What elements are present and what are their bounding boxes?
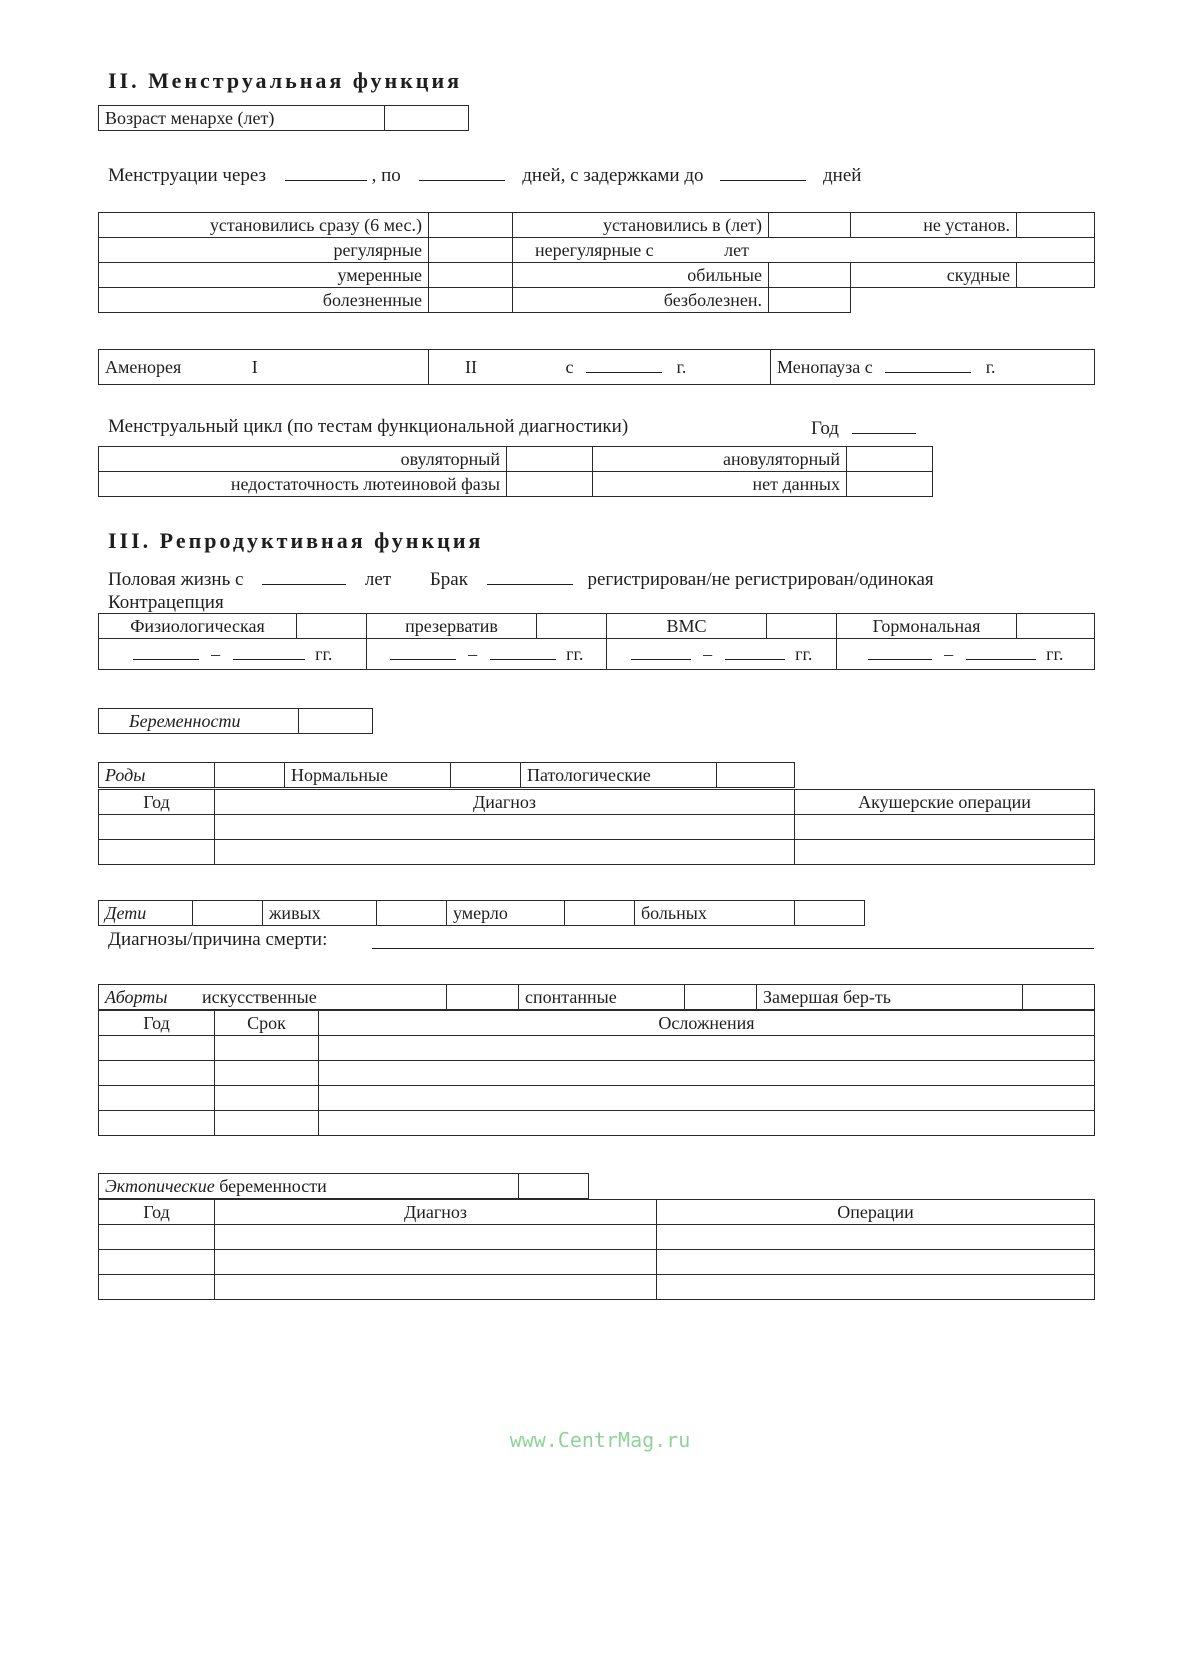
pregnancies-label: Беременности xyxy=(99,709,299,734)
cycle-year-label: Год xyxy=(811,418,839,439)
births-normal-cell[interactable] xyxy=(451,763,521,788)
anovulatory-label: ановуляторный xyxy=(593,447,847,472)
sex-life-text-2: лет xyxy=(364,569,392,590)
amenorrhea-type-1: I xyxy=(251,357,258,377)
years-to-blank[interactable] xyxy=(490,645,556,660)
years-from-blank[interactable] xyxy=(390,645,456,660)
ectopic-year-header: Год xyxy=(99,1200,215,1225)
children-sick-label: больных xyxy=(635,901,795,926)
irregular-cell[interactable] xyxy=(513,238,1095,263)
births-header-table xyxy=(98,762,795,788)
ectopic-header-table xyxy=(98,1173,589,1199)
menses-text-3: дней, с задержками до xyxy=(522,165,704,186)
regular-label: регулярные xyxy=(99,238,429,263)
births-year-cell[interactable] xyxy=(99,815,215,840)
ovulatory-label: овуляторный xyxy=(99,447,507,472)
marriage-status: регистрирован/не регистрирован/одинокая xyxy=(587,569,934,590)
abortion-term-cell[interactable] xyxy=(215,1086,319,1111)
abortions-table xyxy=(98,1010,1095,1136)
contraception-years-3[interactable] xyxy=(607,639,837,670)
abortion-complications-cell[interactable] xyxy=(319,1036,1095,1061)
pregnancies-table xyxy=(98,708,373,734)
amenorrhea-table xyxy=(98,349,1095,385)
death-cause-blank[interactable] xyxy=(372,948,1094,949)
no-data-cell[interactable] xyxy=(847,472,933,497)
ectopic-operations-cell[interactable] xyxy=(657,1225,1095,1250)
years-suffix: гг. xyxy=(795,644,813,664)
menses-interval-blank[interactable] xyxy=(285,164,367,181)
children-alive-label: живых xyxy=(263,901,377,926)
scanty-label: скудные xyxy=(851,263,1017,288)
contraception-table xyxy=(98,613,1095,670)
contraception-condom: презерватив xyxy=(367,614,537,639)
contraception-condom-cell[interactable] xyxy=(537,614,607,639)
menarche-label: Возраст менархе (лет) xyxy=(99,106,385,131)
not-established-label: не установ. xyxy=(851,213,1017,238)
years-to-blank[interactable] xyxy=(725,645,785,660)
ectopic-year-cell[interactable] xyxy=(99,1225,215,1250)
abortions-induced-label: искусственные xyxy=(202,987,317,1007)
ectopic-year-cell[interactable] xyxy=(99,1250,215,1275)
painful-cell[interactable] xyxy=(429,288,513,313)
ectopic-diagnosis-cell[interactable] xyxy=(215,1275,657,1300)
table-row xyxy=(99,840,1095,865)
ectopic-diagnosis-cell[interactable] xyxy=(215,1225,657,1250)
table-row xyxy=(99,1111,1095,1136)
amenorrhea-label: Аменорея xyxy=(105,357,182,377)
not-established-cell[interactable] xyxy=(1017,213,1095,238)
table-row xyxy=(99,815,1095,840)
contraception-iud: ВМС xyxy=(607,614,767,639)
ectopic-label-italic: Эктопические xyxy=(105,1176,215,1196)
menses-line xyxy=(108,164,861,185)
moderate-cell[interactable] xyxy=(429,263,513,288)
abortion-complications-cell[interactable] xyxy=(319,1111,1095,1136)
years-dash: – xyxy=(944,644,954,664)
amenorrhea-2-cell[interactable] xyxy=(429,350,771,385)
menses-characteristics-table xyxy=(98,212,1095,313)
years-suffix: гг. xyxy=(566,644,584,664)
watermark-link[interactable]: www.CentrMag.ru xyxy=(509,1428,691,1452)
menses-duration-blank[interactable] xyxy=(419,164,505,181)
abortions-spontaneous-cell[interactable] xyxy=(685,985,757,1010)
amenorrhea-year-blank[interactable] xyxy=(586,358,662,373)
children-sick-cell[interactable] xyxy=(795,901,865,926)
abortions-complications-header: Осложнения xyxy=(319,1011,1095,1036)
contraception-years-1[interactable] xyxy=(99,639,367,670)
abortions-term-header: Срок xyxy=(215,1011,319,1036)
heavy-label: обильные xyxy=(513,263,769,288)
years-to-blank[interactable] xyxy=(966,645,1036,660)
section-3-title: III. Репродуктивная функция xyxy=(108,528,484,553)
births-diagnosis-cell[interactable] xyxy=(215,840,795,865)
ectopic-operations-header: Операции xyxy=(657,1200,1095,1225)
abortions-label: Аборты xyxy=(105,987,168,1007)
contraception-hormonal: Гормональная xyxy=(837,614,1017,639)
ectopic-operations-cell[interactable] xyxy=(657,1275,1095,1300)
children-table xyxy=(98,900,865,926)
contraception-label: Контрацепция xyxy=(108,592,224,613)
years-suffix: гг. xyxy=(315,644,333,664)
menopause-year-suffix: г. xyxy=(985,357,996,377)
amenorrhea-since: с xyxy=(565,357,574,377)
contraception-physiological-cell[interactable] xyxy=(297,614,367,639)
children-label: Дети xyxy=(99,901,193,926)
ectopic-year-cell[interactable] xyxy=(99,1275,215,1300)
births-operations-header: Акушерские операции xyxy=(795,790,1095,815)
amenorrhea-year-suffix: г. xyxy=(676,357,687,377)
years-from-blank[interactable] xyxy=(133,645,199,660)
menstrual-cycle-label: Менструальный цикл (по тестам функциональной диагностики) xyxy=(108,416,629,437)
section-2-title: II. Менструальная функция xyxy=(108,68,463,93)
anovulatory-cell[interactable] xyxy=(847,447,933,472)
births-year-header: Год xyxy=(99,790,215,815)
death-cause-label: Диагнозы/причина смерти: xyxy=(108,929,328,950)
children-alive-cell[interactable] xyxy=(377,901,447,926)
abortion-term-cell[interactable] xyxy=(215,1111,319,1136)
menses-text-1: Менструации через xyxy=(108,165,267,186)
table-row xyxy=(99,1061,1095,1086)
abortion-term-cell[interactable] xyxy=(215,1036,319,1061)
menses-text-4: дней xyxy=(823,165,862,186)
abortion-year-cell[interactable] xyxy=(99,1086,215,1111)
ectopic-count-cell[interactable] xyxy=(519,1174,589,1199)
established-in-cell[interactable] xyxy=(769,213,851,238)
years-dash: – xyxy=(468,644,478,664)
menopause-cell[interactable] xyxy=(771,350,1095,385)
table-row xyxy=(99,1036,1095,1061)
menarche-table xyxy=(98,105,469,131)
moderate-label: умеренные xyxy=(99,263,429,288)
ectopic-operations-cell[interactable] xyxy=(657,1250,1095,1275)
amenorrhea-type-2: II xyxy=(465,357,477,377)
menarche-value-cell[interactable] xyxy=(385,106,469,131)
ectopic-table xyxy=(98,1199,1095,1300)
menses-text-2: , по xyxy=(371,165,401,186)
births-diagnosis-cell[interactable] xyxy=(215,815,795,840)
painful-label: болезненные xyxy=(99,288,429,313)
children-died-label: умерло xyxy=(447,901,565,926)
years-from-blank[interactable] xyxy=(868,645,932,660)
cycle-type-table xyxy=(98,446,933,497)
births-operations-cell[interactable] xyxy=(795,815,1095,840)
abortion-year-cell[interactable] xyxy=(99,1061,215,1086)
marriage-blank[interactable] xyxy=(487,568,573,585)
abortions-induced-cell[interactable] xyxy=(447,985,519,1010)
no-data-label: нет данных xyxy=(593,472,847,497)
painless-cell[interactable] xyxy=(769,288,851,313)
years-suffix: гг. xyxy=(1046,644,1064,664)
years-dash: – xyxy=(703,644,713,664)
sex-life-text-1: Половая жизнь с xyxy=(108,569,244,590)
menopause-year-blank[interactable] xyxy=(885,358,971,373)
menstrual-cycle-line xyxy=(108,417,628,436)
heavy-cell[interactable] xyxy=(769,263,851,288)
births-diagnosis-header: Диагноз xyxy=(215,790,795,815)
ectopic-diagnosis-header: Диагноз xyxy=(215,1200,657,1225)
contraception-hormonal-cell[interactable] xyxy=(1017,614,1095,639)
established-in-label: установились в (лет) xyxy=(513,213,769,238)
ectopic-label-rest: беременности xyxy=(214,1176,327,1196)
births-operations-cell[interactable] xyxy=(795,840,1095,865)
cycle-year-blank[interactable] xyxy=(852,417,916,434)
years-dash: – xyxy=(211,644,221,664)
painless-label: безболезнен. xyxy=(513,288,769,313)
menstrual-cycle-year xyxy=(811,417,916,438)
amenorrhea-1-cell[interactable] xyxy=(99,350,429,385)
contraception-physiological: Физиологическая xyxy=(99,614,297,639)
menses-delay-blank[interactable] xyxy=(720,164,806,181)
abortions-year-header: Год xyxy=(99,1011,215,1036)
ectopic-diagnosis-cell[interactable] xyxy=(215,1250,657,1275)
ectopic-label-cell xyxy=(99,1174,519,1199)
births-pathological-label: Патологические xyxy=(521,763,717,788)
abortion-complications-cell[interactable] xyxy=(319,1061,1095,1086)
contraception-years-4[interactable] xyxy=(837,639,1095,670)
abortions-spontaneous-label: спонтанные xyxy=(519,985,685,1010)
births-pathological-cell[interactable] xyxy=(717,763,795,788)
children-died-cell[interactable] xyxy=(565,901,635,926)
table-row xyxy=(99,1225,1095,1250)
births-total-cell[interactable] xyxy=(215,763,285,788)
abortions-missed-cell[interactable] xyxy=(1023,985,1095,1010)
abortion-complications-cell[interactable] xyxy=(319,1086,1095,1111)
abortions-label-cell xyxy=(99,985,447,1010)
children-total-cell[interactable] xyxy=(193,901,263,926)
births-label: Роды xyxy=(99,763,215,788)
scanty-cell[interactable] xyxy=(1017,263,1095,288)
menopause-label: Менопауза с xyxy=(777,357,873,377)
pregnancies-cell[interactable] xyxy=(299,709,373,734)
irregular-label: нерегулярные с xyxy=(535,240,654,260)
established-at-once-label: установились сразу (6 мес.) xyxy=(99,213,429,238)
regular-cell[interactable] xyxy=(429,238,513,263)
births-normal-label: Нормальные xyxy=(285,763,451,788)
luteal-insufficiency-label: недостаточность лютеиновой фазы xyxy=(99,472,507,497)
sex-life-age-blank[interactable] xyxy=(262,568,346,585)
ovulatory-cell[interactable] xyxy=(507,447,593,472)
marriage-label: Брак xyxy=(429,569,468,590)
abortions-missed-label: Замершая бер-ть xyxy=(757,985,1023,1010)
abortions-header-table xyxy=(98,984,1095,1010)
sex-life-line xyxy=(108,568,934,589)
abortion-year-cell[interactable] xyxy=(99,1036,215,1061)
established-at-once-cell[interactable] xyxy=(429,213,513,238)
births-year-cell[interactable] xyxy=(99,840,215,865)
abortion-term-cell[interactable] xyxy=(215,1061,319,1086)
table-row xyxy=(99,1086,1095,1111)
table-row xyxy=(99,1275,1095,1300)
years-to-blank[interactable] xyxy=(233,645,305,660)
contraception-iud-cell[interactable] xyxy=(767,614,837,639)
luteal-insufficiency-cell[interactable] xyxy=(507,472,593,497)
births-table xyxy=(98,789,1095,865)
abortion-year-cell[interactable] xyxy=(99,1111,215,1136)
contraception-years-2[interactable] xyxy=(367,639,607,670)
years-from-blank[interactable] xyxy=(631,645,691,660)
table-row xyxy=(99,1250,1095,1275)
irregular-years-label: лет xyxy=(724,240,750,260)
